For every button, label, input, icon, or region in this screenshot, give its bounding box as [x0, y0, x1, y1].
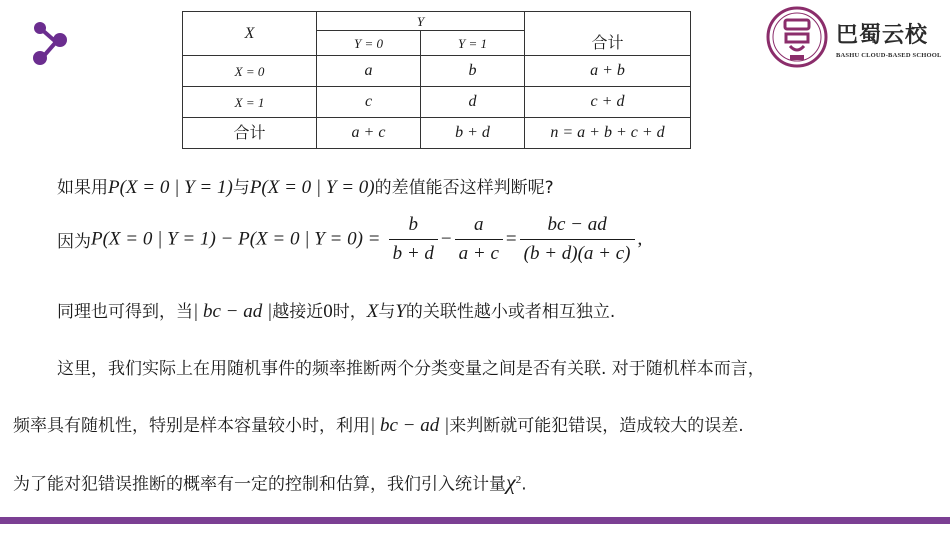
y1-header-cell: Y = 1 — [421, 31, 525, 56]
total-header-cell: 合计 — [525, 12, 691, 56]
table-row — [183, 118, 691, 149]
table-cell: b + d — [421, 118, 525, 149]
math-operator: = — [505, 228, 517, 250]
math-expression: X — [366, 301, 379, 322]
explanation-line: 这里，我们实际上在用随机事件的频率推断两个分类变量之间是否有关联. 对于随机样本而言， — [57, 359, 765, 379]
math-expression: | bc − ad | — [370, 415, 450, 436]
numerator: b — [389, 214, 438, 240]
logo-subtitle: BASHU CLOUD-BASED SCHOOL — [836, 52, 942, 59]
text-span: 时， — [332, 302, 367, 322]
logo — [766, 6, 946, 76]
math-operator: , — [637, 228, 643, 250]
y-header-cell: Y — [317, 12, 525, 31]
denominator: (b + d)(a + c) — [523, 243, 631, 264]
table-row — [183, 87, 691, 118]
text-span: 来判断就可能犯错误，造成较大的误差. — [449, 416, 744, 436]
text-span: 与 — [232, 178, 250, 198]
text-span: 同理也可得到，当 — [57, 302, 193, 322]
math-expression: | bc − ad | — [193, 301, 273, 322]
table-cell: c + d — [525, 87, 691, 118]
difference-formula — [57, 214, 642, 284]
explanation-line — [13, 414, 744, 438]
text-span: 频率具有随机性，特别是样本容量较小时，利用 — [13, 416, 370, 436]
text-span: 为了能对犯错误推断的概率有一定的控制和估算，我们引入统计量 — [13, 474, 506, 495]
row-label: X = 1 — [183, 87, 317, 118]
math-expression: Y — [395, 301, 406, 322]
math-expression: P(X = 0 | Y = 0) — [249, 177, 375, 198]
text-span: 的关联性越小或者相互独立. — [405, 302, 616, 322]
y0-header-cell: Y = 0 — [317, 31, 421, 56]
denominator: b + d — [392, 243, 434, 264]
conclusion-line — [57, 300, 615, 324]
table-cell: a + c — [317, 118, 421, 149]
logo-seal-icon — [766, 6, 828, 68]
table-cell: b — [421, 56, 525, 87]
table-cell: a + b — [525, 56, 691, 87]
table-cell: a — [317, 56, 421, 87]
explanation-line — [13, 468, 527, 497]
contingency-table — [182, 11, 691, 149]
table-cell: c — [317, 87, 421, 118]
table-row — [183, 56, 691, 87]
superscript: 2 — [515, 474, 522, 486]
text-span: 如果用 — [57, 178, 108, 198]
table-cell: n = a + b + c + d — [525, 118, 691, 149]
fraction — [520, 214, 635, 265]
numerator: a — [455, 214, 503, 240]
text-span: 的差值能否这样判断呢? — [374, 178, 554, 198]
math-expression: P(X = 0 | Y = 1) − P(X = 0 | Y = 0) = — [91, 228, 381, 250]
x-header-cell: X — [183, 12, 317, 56]
math-operator: − — [440, 228, 452, 250]
bottom-accent-bar — [0, 517, 950, 524]
row-label: X = 0 — [183, 56, 317, 87]
fraction — [455, 214, 503, 265]
math-expression: P(X = 0 | Y = 1) — [108, 177, 233, 198]
row-label: 合计 — [183, 118, 317, 149]
denominator: a + c — [458, 243, 499, 264]
numerator: bc − ad — [520, 214, 635, 240]
chi-symbol: χ — [506, 469, 516, 495]
question-line — [57, 176, 554, 200]
text-span: 越接近 — [272, 302, 324, 322]
table-cell: d — [421, 87, 525, 118]
text-span: 与 — [378, 302, 396, 322]
network-icon — [30, 18, 74, 68]
logo-brand: 巴蜀云校 — [836, 22, 929, 48]
text-span: 因为 — [57, 232, 91, 252]
math-expression: 0 — [323, 301, 333, 322]
text-span: . — [521, 474, 527, 495]
fraction — [389, 214, 438, 265]
